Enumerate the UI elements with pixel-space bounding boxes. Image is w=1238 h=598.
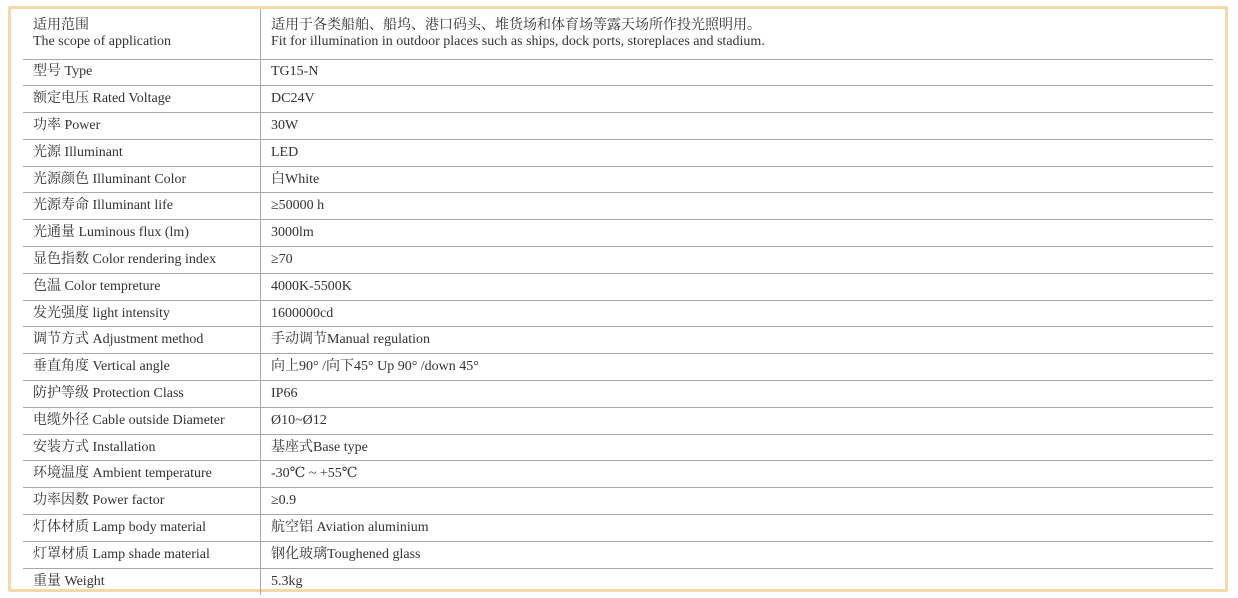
spec-value: 航空铝 Aviation aluminium (261, 515, 1214, 542)
spec-value: ≥50000 h (261, 193, 1214, 220)
table-row (23, 59, 1213, 86)
spec-value: Ø10~Ø12 (261, 407, 1214, 434)
spec-sheet-frame (8, 6, 1228, 592)
spec-label: 垂直角度 Vertical angle (23, 354, 261, 381)
spec-value: 向上90° /向下45° Up 90° /down 45° (261, 354, 1214, 381)
scope-value-cn: 适用于各类船舶、船坞、港口码头、堆货场和体育场等露天场所作投光照明用。 (271, 17, 761, 33)
table-row (23, 193, 1213, 220)
spec-label: 额定电压 Rated Voltage (23, 86, 261, 113)
spec-value: TG15-N (261, 59, 1214, 86)
spec-label: 环境温度 Ambient temperature (23, 461, 261, 488)
table-row (23, 354, 1213, 381)
table-row (23, 220, 1213, 247)
spec-value: 4000K-5500K (261, 273, 1214, 300)
spec-label: 显色指数 Color rendering index (23, 247, 261, 274)
table-row (23, 515, 1213, 542)
spec-label: 重量 Weight (23, 568, 261, 595)
spec-value: 30W (261, 113, 1214, 140)
spec-value: 钢化玻璃Toughened glass (261, 541, 1214, 568)
table-row (23, 568, 1213, 595)
scope-label-cell (23, 9, 261, 59)
spec-sheet (23, 9, 1213, 589)
scope-value-cell (261, 9, 1214, 59)
spec-label: 防护等级 Protection Class (23, 381, 261, 408)
table-row (23, 273, 1213, 300)
spec-label: 安装方式 Installation (23, 434, 261, 461)
spec-value: 3000lm (261, 220, 1214, 247)
table-row (23, 541, 1213, 568)
spec-value: 手动调节Manual regulation (261, 327, 1214, 354)
spec-label: 光源 Illuminant (23, 139, 261, 166)
spec-value: DC24V (261, 86, 1214, 113)
scope-value-en: Fit for illumination in outdoor places such as ships, dock ports, storeplaces and stadium. (271, 33, 765, 49)
spec-label: 调节方式 Adjustment method (23, 327, 261, 354)
spec-label: 灯体材质 Lamp body material (23, 515, 261, 542)
spec-label: 色温 Color tempreture (23, 273, 261, 300)
spec-value: LED (261, 139, 1214, 166)
table-row (23, 434, 1213, 461)
spec-label: 光通量 Luminous flux (lm) (23, 220, 261, 247)
table-row (23, 166, 1213, 193)
table-row (23, 139, 1213, 166)
table-row (23, 247, 1213, 274)
table-row (23, 113, 1213, 140)
spec-value: 5.3kg (261, 568, 1214, 595)
table-row (23, 327, 1213, 354)
spec-value: IP66 (261, 381, 1214, 408)
scope-label-en: The scope of application (33, 33, 172, 49)
spec-label: 电缆外径 Cable outside Diameter (23, 407, 261, 434)
spec-value: 1600000cd (261, 300, 1214, 327)
spec-value: -30℃ ~ +55℃ (261, 461, 1214, 488)
table-row (23, 381, 1213, 408)
table-row (23, 407, 1213, 434)
table-row (23, 86, 1213, 113)
spec-value: 白White (261, 166, 1214, 193)
spec-label: 发光强度 light intensity (23, 300, 261, 327)
table-row (23, 461, 1213, 488)
table-row (23, 488, 1213, 515)
spec-label: 型号 Type (23, 59, 261, 86)
table-row-scope (23, 9, 1213, 59)
spec-table (23, 9, 1213, 595)
scope-label-cn: 适用范围 (33, 17, 89, 33)
spec-label: 光源颜色 Illuminant Color (23, 166, 261, 193)
spec-label: 功率因数 Power factor (23, 488, 261, 515)
spec-label: 灯罩材质 Lamp shade material (23, 541, 261, 568)
spec-value: ≥70 (261, 247, 1214, 274)
spec-value: ≥0.9 (261, 488, 1214, 515)
table-row (23, 300, 1213, 327)
spec-label: 功率 Power (23, 113, 261, 140)
spec-label: 光源寿命 Illuminant life (23, 193, 261, 220)
spec-value: 基座式Base type (261, 434, 1214, 461)
